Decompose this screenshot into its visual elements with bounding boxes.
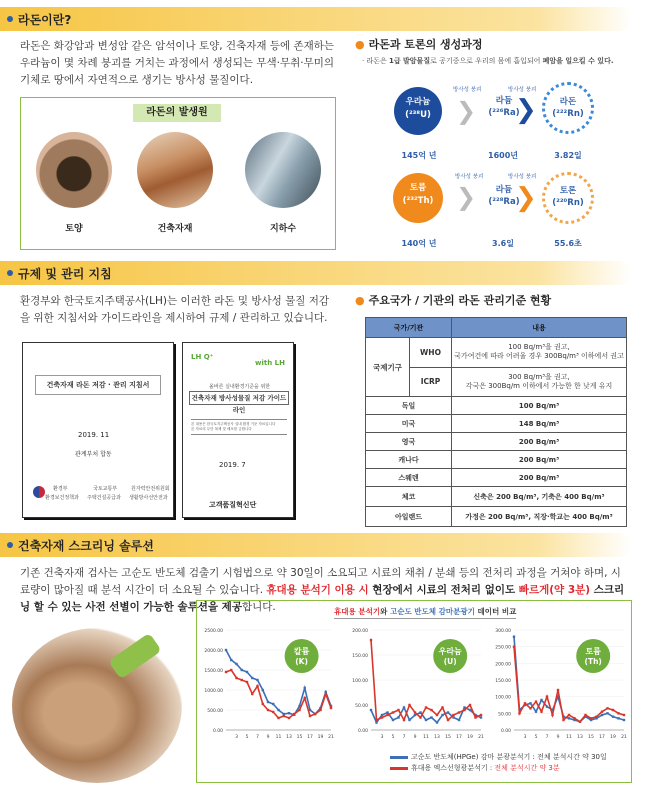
country-canada: 캐나다 — [366, 451, 452, 469]
time-uranium: 145억 년 — [401, 151, 437, 160]
process-note: · 라돈은 1급 발암물질로 공기중으로 우리의 몸에 흡입되어 폐암을 일으킬 수 있다. — [362, 57, 614, 65]
data-point — [392, 719, 394, 721]
doc1-agency-2: 국토교통부 — [93, 486, 118, 492]
data-point — [267, 709, 269, 711]
x-tick-label: 19 — [610, 735, 616, 740]
data-point — [319, 709, 321, 711]
data-point — [262, 703, 264, 705]
data-point — [617, 717, 619, 719]
chart-legend — [390, 752, 607, 774]
country-usa: 미국 — [366, 415, 452, 433]
decay-label-1: 방사성 붕괴 — [453, 87, 482, 93]
doc2-bullet-2: 본 자료의 무단 복제 및 배포를 금합니다 — [191, 427, 287, 435]
element-badge — [576, 639, 610, 673]
x-tick-label: 19 — [467, 735, 473, 740]
y-tick-label: 150.00 — [352, 654, 368, 659]
data-point — [283, 715, 285, 717]
uranium-symbol: (²³⁸U) — [405, 110, 431, 120]
data-point — [617, 712, 619, 714]
x-tick-label: 5 — [391, 735, 395, 740]
data-point — [403, 706, 405, 708]
data-point — [612, 715, 614, 717]
chevron-right-icon: ❯ — [456, 97, 477, 125]
legend-hpge: 고순도 반도체(HPGe) 감마 분광분석기 : 전체 분석시간 약 30일 — [390, 752, 607, 763]
bullet-dot — [7, 16, 13, 22]
country-sweden: 스웨덴 — [366, 469, 452, 487]
section-title: 건축자재 스크리닝 솔루션 — [18, 539, 154, 553]
decay-label-4: 방사성 붕괴 — [508, 174, 537, 180]
doc2-subtitle: 올바른 실내환경기준을 위한 — [209, 384, 271, 390]
x-tick-label: 3 — [235, 735, 238, 740]
x-tick-label: 21 — [621, 735, 627, 740]
data-point — [480, 714, 482, 716]
data-point — [436, 714, 438, 716]
data-point — [267, 701, 269, 703]
y-tick-label: 200.00 — [495, 662, 511, 668]
radium2-text: 라듐 (²²⁸Ra) — [488, 185, 520, 207]
data-point — [408, 719, 410, 721]
doc1-title: 건축자재 라돈 저감 · 관리 지침서 — [35, 375, 161, 395]
doc2-org: 고객품질혁신단 — [209, 501, 257, 509]
source-label-groundwater: 지하수 — [269, 224, 297, 234]
data-point — [584, 714, 586, 716]
data-point — [381, 716, 383, 718]
data-point — [241, 679, 243, 681]
data-point — [414, 711, 416, 713]
value-canada: 200 Bq/m³ — [452, 451, 627, 469]
decay-label-2: 방사성 붕괴 — [508, 87, 537, 93]
data-point — [513, 635, 515, 637]
chart-title-symbol: (Th) — [584, 657, 602, 666]
y-tick-label: 50.00 — [355, 704, 368, 709]
country-uk: 영국 — [366, 433, 452, 451]
intl-label: 국제기구 — [366, 338, 410, 396]
time-radium2: 3.6일 — [492, 239, 514, 248]
guideline-doc-2 — [182, 342, 294, 518]
data-point — [277, 709, 279, 711]
data-point — [392, 711, 394, 713]
y-tick-label: 1500.00 — [204, 669, 223, 674]
value-czech: 신축은 200 Bq/m³, 기축은 400 Bq/m³ — [452, 487, 627, 507]
header-content: 내용 — [452, 318, 627, 338]
data-point — [524, 702, 526, 704]
data-point — [277, 717, 279, 719]
data-point — [246, 671, 248, 673]
with-lh-logo: with LH — [255, 359, 285, 367]
chart-title: 칼륨 — [293, 647, 310, 656]
lh-logo: LH Q⁺ — [191, 353, 214, 361]
data-point — [469, 709, 471, 711]
data-point — [436, 721, 438, 723]
data-point — [513, 645, 515, 647]
source-label-soil: 토양 — [65, 224, 83, 234]
data-point — [251, 693, 253, 695]
data-point — [557, 689, 559, 691]
data-point — [397, 716, 399, 718]
y-tick-label: 1000.00 — [204, 689, 223, 694]
data-point — [298, 709, 300, 711]
data-point — [601, 714, 603, 716]
x-tick-label: 13 — [434, 735, 440, 740]
doc2-date: 2019. 7 — [219, 461, 246, 469]
x-tick-label: 21 — [328, 735, 334, 740]
data-point — [540, 699, 542, 701]
doc1-agency-1: 환경부 — [53, 486, 68, 492]
x-tick-label: 17 — [456, 735, 462, 740]
data-point — [452, 714, 454, 716]
legend-handheld: 휴대용 엑스선형광분석기 : 전체 분석시간 약 3분 — [390, 763, 607, 774]
data-point — [518, 712, 520, 714]
data-point — [447, 719, 449, 721]
soil-photo — [36, 132, 112, 208]
data-point — [408, 704, 410, 706]
data-point — [540, 710, 542, 712]
chart-title: 우라늄 — [438, 647, 462, 656]
doc1-agency-3: 원자력안전위원회 — [131, 486, 170, 492]
who-value: 100 Bq/m³을 권고, 국가여건에 따라 어려울 경우 300Bq/m³ 이하에서 권고 — [452, 338, 627, 368]
y-tick-label: 2500.00 — [204, 629, 223, 634]
data-point — [230, 669, 232, 671]
data-point — [463, 709, 465, 711]
doc1-agency-4: 환경보건정책과 — [45, 495, 79, 501]
value-ireland: 가정은 200 Bq/m³, 직장·학교는 400 Bq/m³ — [452, 507, 627, 527]
y-tick-label: 250.00 — [495, 645, 511, 651]
data-point — [425, 719, 427, 721]
chart-title-symbol: (K) — [295, 657, 308, 666]
x-tick-label: 7 — [545, 735, 549, 740]
standards-title: ● 주요국가 / 기관의 라돈 관리기준 현황 — [355, 294, 552, 307]
chevron-right-icon: ❯ — [515, 95, 537, 125]
y-tick-label: 150.00 — [495, 679, 511, 684]
data-point — [419, 716, 421, 718]
y-tick-label: 2000.00 — [204, 649, 223, 654]
data-point — [458, 711, 460, 713]
data-point — [595, 715, 597, 717]
data-point — [272, 703, 274, 705]
y-tick-label: 0.00 — [357, 729, 368, 734]
data-point — [606, 712, 608, 714]
data-point — [235, 677, 237, 679]
data-point — [612, 709, 614, 711]
x-tick-label: 11 — [423, 735, 429, 740]
data-point — [546, 695, 548, 697]
data-point — [529, 707, 531, 709]
y-tick-label: 100.00 — [495, 695, 511, 701]
data-point — [293, 713, 295, 715]
x-tick-label: 3 — [380, 735, 384, 740]
data-point — [381, 714, 383, 716]
thorium-circle — [393, 173, 443, 223]
radon-intro: 라돈은 화강암과 변성암 같은 암석이나 토양, 건축자재 등에 존재하는 우라늄이 몇 차례 붕괴를 거치는 과정에서 생성되는 무색·무취·무미의 기체로 땅에서 자연적으로 생기는 방사성 물질이다. — [20, 40, 335, 86]
screening-intro: 기존 건축자재 검사는 고순도 반도체 검출기 시험법으로 약 30일이 소요되고 시료의 채취 / 분쇄 등의 전처리 과정을 거쳐야 하며, 시료량이 많아질 때 분석 시간이 더 소요될 수 있습니다. 휴대용 분석기 이용 시 현장에서 시료의 전처리 없이도 빠르게(약 3분) 스크리닝 할 수 있는 사전 선별이 가능한 솔루션을 제공합니다. — [20, 567, 625, 613]
sources-title: 라돈의 발생원 — [133, 104, 221, 122]
value-sweden: 200 Bq/m³ — [452, 469, 627, 487]
time-radon: 3.82일 — [554, 151, 582, 160]
y-tick-label: 500.00 — [207, 709, 223, 714]
legend-blue-swatch — [390, 756, 408, 759]
time-thorium: 140억 년 — [401, 239, 437, 248]
data-point — [573, 717, 575, 719]
value-germany: 100 Bq/m³ — [452, 397, 627, 415]
y-tick-label: 100.00 — [352, 679, 368, 684]
x-tick-label: 13 — [577, 735, 583, 740]
radium-text: 라듐 (²²⁶Ra) — [488, 96, 520, 118]
x-tick-label: 3 — [523, 735, 527, 740]
thorium-symbol: (²³²Th) — [402, 196, 434, 206]
building-material-photo — [137, 132, 213, 208]
x-tick-label: 11 — [275, 735, 282, 740]
data-point — [403, 719, 405, 721]
data-point — [606, 707, 608, 709]
y-tick-label: 0.00 — [500, 729, 511, 734]
x-tick-label: 7 — [256, 735, 259, 740]
thorium-name: 토륨 — [409, 183, 427, 193]
data-point — [458, 719, 460, 721]
y-tick-label: 0.00 — [212, 729, 223, 734]
doc1-agency-5: 주택건설공급과 — [87, 495, 121, 501]
data-point — [304, 687, 306, 689]
data-point — [397, 709, 399, 711]
x-tick-label: 17 — [307, 735, 313, 740]
data-point — [551, 714, 553, 716]
y-tick-label: 50.00 — [498, 712, 511, 718]
x-tick-label: 9 — [556, 735, 560, 740]
data-point — [251, 677, 253, 679]
x-tick-label: 9 — [266, 735, 270, 740]
data-point — [480, 716, 482, 718]
data-point — [246, 681, 248, 683]
data-point — [370, 709, 372, 711]
section-title: 규제 및 관리 지침 — [18, 267, 112, 281]
x-tick-label: 13 — [286, 735, 292, 740]
data-point — [579, 720, 581, 722]
orange-dot-icon: ● — [355, 294, 365, 307]
intl-org-cell — [366, 338, 452, 397]
data-point — [535, 710, 537, 712]
data-point — [386, 711, 388, 713]
x-tick-label: 5 — [245, 735, 249, 740]
source-label-building: 건축자재 — [157, 224, 193, 234]
doc1-date: 2019. 11 — [78, 431, 110, 439]
doc1-agency-6: 생활방사선안전과 — [129, 495, 168, 501]
country-germany: 독일 — [366, 397, 452, 415]
data-point — [225, 649, 227, 651]
bullet-dot — [7, 270, 13, 276]
header-country: 국가/기관 — [366, 318, 452, 338]
x-tick-label: 15 — [296, 735, 303, 740]
guideline-doc-1 — [22, 342, 174, 518]
uranium-name: 우라늄 — [405, 97, 431, 107]
icrp-label: ICRP — [420, 377, 441, 387]
icrp-value: 300 Bq/m³을 권고, 각국은 300Bq/m 이하에서 가능한 한 낮게 유지 — [452, 367, 627, 397]
value-uk: 200 Bq/m³ — [452, 433, 627, 451]
chart-title: 토륨 — [585, 647, 601, 656]
data-point — [309, 715, 311, 717]
data-point — [314, 713, 316, 715]
chevron-right-icon: ❯ — [515, 183, 537, 213]
country-ireland: 아일랜드 — [366, 507, 452, 527]
data-point — [262, 689, 264, 691]
data-point — [325, 693, 327, 695]
orange-dot-icon: ● — [355, 38, 365, 51]
data-point — [230, 659, 232, 661]
data-point — [375, 719, 377, 721]
x-tick-label: 11 — [566, 735, 572, 740]
chevron-right-icon: ❯ — [456, 183, 477, 211]
legend-red-swatch — [390, 767, 408, 770]
data-point — [430, 709, 432, 711]
x-tick-label: 21 — [478, 735, 484, 740]
doc1-org: 관계부처 합동 — [75, 451, 112, 458]
thoron-text: 토론 (²²⁰Rn) — [552, 186, 584, 208]
bullet-dot — [7, 542, 13, 548]
korea-emblem-icon — [33, 486, 45, 498]
y-tick-label: 200.00 — [352, 629, 368, 634]
chart-title-symbol: (U) — [443, 657, 457, 666]
section-header-radon — [0, 7, 632, 31]
x-tick-label: 19 — [317, 735, 324, 740]
data-point — [441, 714, 443, 716]
section-header-screening — [0, 533, 632, 557]
x-tick-label: 5 — [534, 735, 538, 740]
data-point — [590, 717, 592, 719]
data-point — [256, 679, 258, 681]
who-label: WHO — [410, 338, 451, 368]
data-point — [288, 717, 290, 719]
chart-heading: 휴대용 분석기와 고순도 반도체 감마분광기 데이터 비교 — [334, 606, 516, 619]
element-badge — [433, 639, 467, 673]
data-point — [441, 706, 443, 708]
data-point — [419, 711, 421, 713]
data-point — [562, 719, 564, 721]
data-point — [288, 712, 290, 714]
country-czech: 체코 — [366, 487, 452, 507]
data-point — [601, 710, 603, 712]
data-point — [469, 704, 471, 706]
data-point — [241, 669, 243, 671]
decay-label-3: 방사성 붕괴 — [455, 174, 484, 180]
data-point — [272, 711, 274, 713]
y-tick-label: 300.00 — [495, 629, 511, 634]
data-point — [529, 702, 531, 704]
data-point — [386, 714, 388, 716]
data-point — [235, 663, 237, 665]
groundwater-photo — [245, 132, 321, 208]
radon-text: 라돈 (²²²Rn) — [552, 97, 584, 119]
time-thoron: 55.6초 — [554, 239, 582, 248]
data-point — [425, 706, 427, 708]
data-point — [225, 671, 227, 673]
data-point — [568, 717, 570, 719]
x-tick-label: 7 — [402, 735, 406, 740]
data-point — [447, 711, 449, 713]
data-point — [370, 639, 372, 641]
value-usa: 148 Bq/m³ — [452, 415, 627, 433]
doc2-bullet-1: 본 내용은 한국토지주택공사 실내 환경 기준 자료입니다 — [191, 419, 287, 427]
data-point — [568, 714, 570, 716]
data-point — [474, 716, 476, 718]
uranium-circle — [394, 87, 442, 135]
data-point — [304, 697, 306, 699]
regulation-intro: 환경부와 한국토지주택공사(LH)는 이러한 라돈 및 방사성 물질 저감을 위한 지침서와 가이드라인을 제시하여 규제 / 관리하고 있습니다. — [20, 295, 330, 324]
data-point — [430, 716, 432, 718]
data-point — [623, 714, 625, 716]
radon-standards-table — [365, 317, 627, 527]
process-title: ● 라돈과 토론의 생성과정 — [355, 38, 483, 51]
data-point — [623, 719, 625, 721]
data-point — [535, 700, 537, 702]
data-point — [375, 721, 377, 723]
doc2-title: 건축자재 방사성물질 저감 가이드라인 — [189, 391, 289, 405]
element-badge — [285, 639, 319, 673]
data-point — [256, 685, 258, 687]
data-point — [330, 707, 332, 709]
x-tick-label: 17 — [599, 735, 605, 740]
x-tick-label: 15 — [445, 735, 451, 740]
data-point — [546, 705, 548, 707]
time-radium: 1600년 — [488, 151, 518, 160]
section-title: 라돈이란? — [18, 13, 72, 27]
section-header-regulation — [0, 261, 632, 285]
comparison-line-charts — [196, 618, 632, 748]
x-tick-label: 9 — [413, 735, 417, 740]
x-tick-label: 15 — [588, 735, 594, 740]
